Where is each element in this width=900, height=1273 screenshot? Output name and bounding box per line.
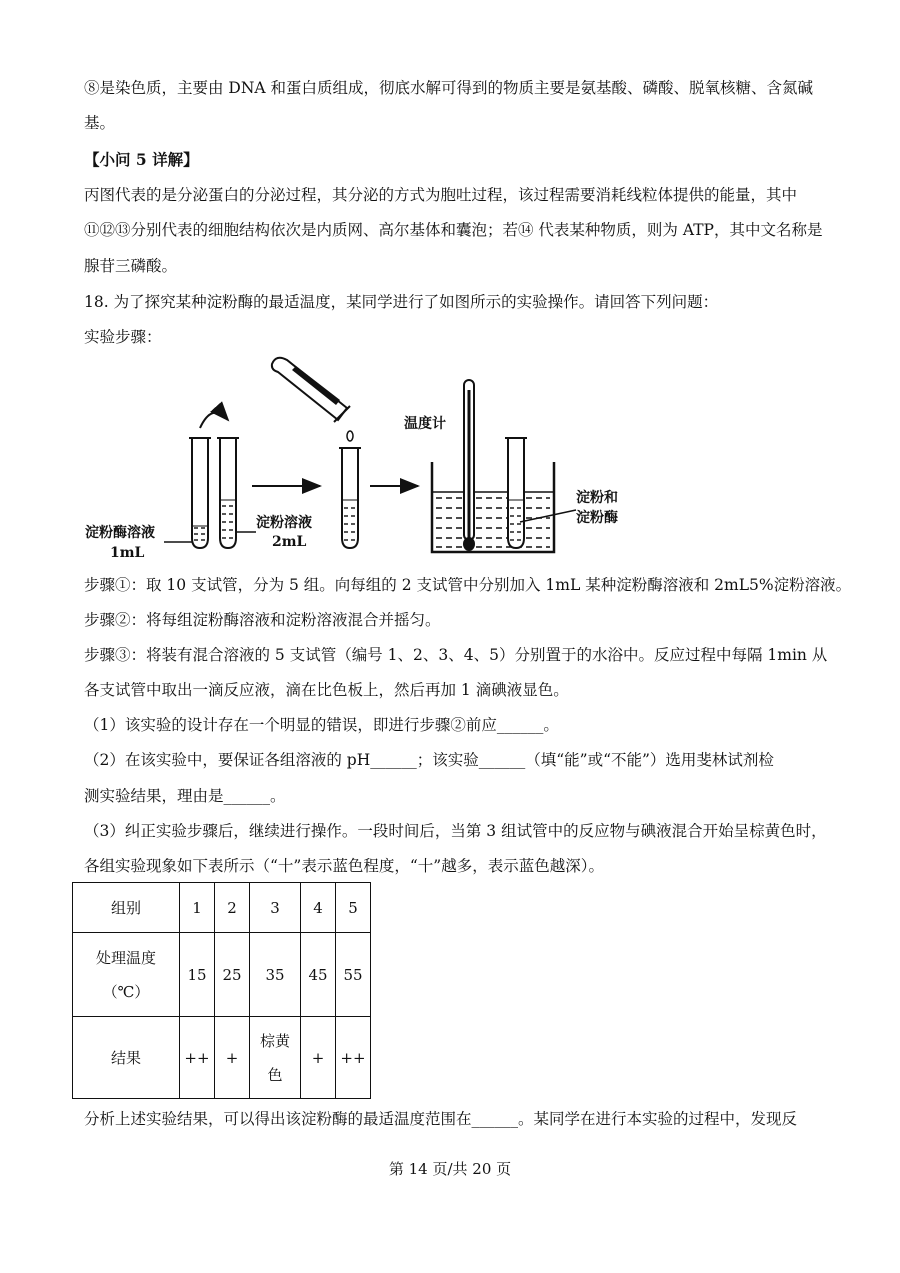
thermometer-label: 温度计 — [404, 416, 446, 432]
sub-question-3: （3）纠正实验步骤后，继续进行操作。一段时间后，当第 3 组试管中的反应物与碘液混合开始呈棕黄色时， — [84, 822, 827, 840]
enzyme-test-tube — [189, 438, 211, 548]
mixed-test-tube — [339, 448, 361, 548]
table-cell: 结果 — [73, 1017, 180, 1099]
table-row — [73, 1017, 371, 1099]
table-cell: ++ — [180, 1017, 215, 1099]
experiment-diagram — [80, 350, 640, 565]
text-line: ⑧是染色质，主要由 DNA 和蛋白质组成，彻底水解可得到的物质主要是氨基酸、磷酸、脱氧核糖、含氮碱 — [84, 79, 814, 97]
table-cell: 15 — [180, 933, 215, 1017]
temp-label-line1: 处理温度 — [95, 948, 156, 967]
starch-label: 淀粉溶液 — [256, 515, 312, 531]
starch-test-tube — [217, 438, 239, 548]
table-cell — [250, 1017, 301, 1099]
brown-line1: 棕黄 — [259, 1031, 290, 1050]
sub-question-2-cont: 测实验结果，理由是______。 — [84, 787, 286, 805]
pour-arrow — [200, 413, 228, 428]
table-cell: 组别 — [73, 883, 180, 933]
water-bath-beaker — [432, 462, 554, 552]
table-cell: 35 — [250, 933, 301, 1017]
mixture-label-line2: 淀粉酶 — [576, 510, 618, 526]
table-cell: 25 — [215, 933, 250, 1017]
results-table — [72, 882, 371, 1099]
step-3-cont: 各支试管中取出一滴反应液，滴在比色板上，然后再加 1 滴碘液显色。 — [84, 681, 569, 699]
step-1: 步骤①：取 10 支试管，分为 5 组。向每组的 2 支试管中分别加入 1mL 某种淀粉酶溶液和 2mL5%淀粉溶液。 — [84, 576, 852, 594]
mixture-label-line1: 淀粉和 — [576, 490, 618, 506]
table-cell: ++ — [336, 1017, 371, 1099]
table-cell: 4 — [301, 883, 336, 933]
section-heading: 【小问 5 详解】 — [84, 150, 199, 169]
step-3: 步骤③：将装有混合溶液的 5 支试管（编号 1、2、3、4、5）分别置于的水浴中。反应过程中每隔 1min 从 — [84, 646, 828, 664]
table-cell: + — [301, 1017, 336, 1099]
enzyme-label: 淀粉酶溶液 — [85, 525, 155, 541]
table-cell — [73, 933, 180, 1017]
question-18-title: 18. 为了探究某种淀粉酶的最适温度，某同学进行了如图所示的实验操作。请回答下列问题： — [84, 293, 719, 311]
text-line: ⑪⑫⑬分别代表的细胞结构依次是内质网、高尔基体和囊泡；若⑭ 代表某种物质，则为 ATP，其中文名称是 — [84, 221, 823, 239]
table-cell: 5 — [336, 883, 371, 933]
sub-question-3-cont: 各组实验现象如下表所示（“十”表示蓝色程度，“十”越多，表示蓝色越深）。 — [84, 857, 604, 875]
bath-test-tube — [505, 438, 527, 548]
table-row — [73, 933, 371, 1017]
thermometer — [463, 380, 475, 551]
table-cell: 2 — [215, 883, 250, 933]
table-cell: 55 — [336, 933, 371, 1017]
starch-volume-label: 2mL — [272, 534, 307, 550]
pouring-tube — [272, 358, 350, 422]
table-cell: + — [215, 1017, 250, 1099]
sub-question-1: （1）该实验的设计存在一个明显的错误，即进行步骤②前应______。 — [84, 716, 559, 734]
table-cell: 45 — [301, 933, 336, 1017]
step-2: 步骤②：将每组淀粉酶溶液和淀粉溶液混合并摇匀。 — [84, 611, 441, 629]
drop — [347, 431, 353, 441]
temp-label-line2: （℃） — [102, 982, 150, 1001]
analysis-line: 分析上述实验结果，可以得出该淀粉酶的最适温度范围在______。某同学在进行本实验的过程中，发现反 — [84, 1110, 798, 1128]
table-cell: 3 — [250, 883, 301, 933]
experiment-steps-label: 实验步骤： — [84, 328, 162, 346]
text-line: 腺苷三磷酸。 — [84, 257, 178, 275]
brown-line2: 色 — [267, 1065, 283, 1084]
table-cell: 1 — [180, 883, 215, 933]
sub-question-2: （2）在该实验中，要保证各组溶液的 pH______；该实验______（填“能”或“不能”）选用斐林试剂检 — [84, 751, 774, 769]
text-line: 丙图代表的是分泌蛋白的分泌过程，其分泌的方式为胞吐过程，该过程需要消耗线粒体提供的能量，其中 — [84, 186, 798, 204]
table-row — [73, 883, 371, 933]
enzyme-volume-label: 1mL — [110, 545, 145, 561]
page-footer: 第 14 页/共 20 页 — [388, 1160, 512, 1178]
text-line: 基。 — [84, 114, 116, 132]
